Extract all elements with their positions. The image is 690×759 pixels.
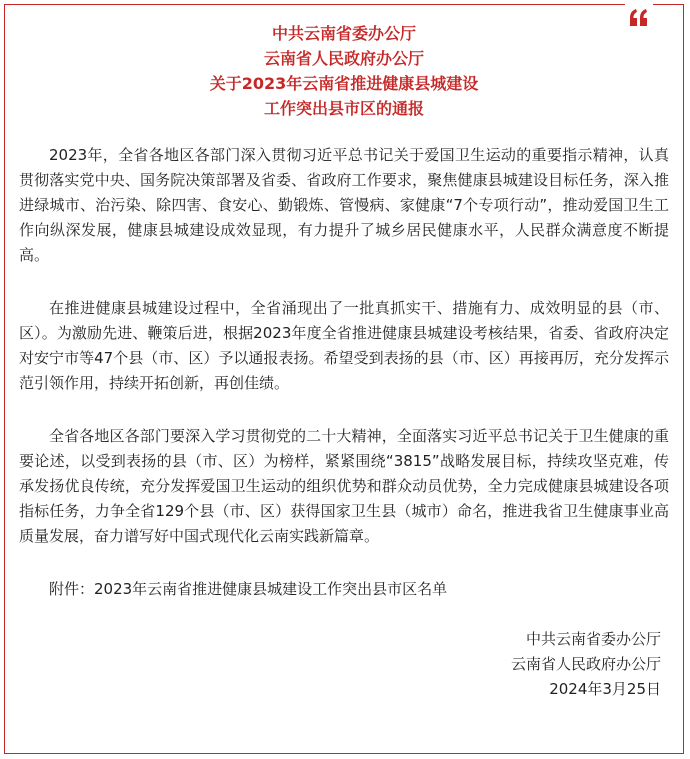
issuer-government-office: 云南省人民政府办公厅: [263, 49, 424, 68]
signature-block: [19, 627, 661, 702]
attachment-note: 附件：2023年云南省推进健康县城建设工作突出县市区名单: [49, 580, 448, 598]
document-title-line-1: 关于2023年云南省推进健康县城建设: [209, 74, 479, 93]
signature-date: 2024年3月25日: [549, 680, 661, 698]
document-content: [19, 21, 669, 741]
document-frame: [4, 4, 684, 754]
body-paragraph-1: 2023年，全省各地区各部门深入贯彻习近平总书记关于爱国卫生运动的重要指示精神，认真贯彻落实党中央、国务院决策部署及省委、省政府工作要求，聚焦健康县城建设目标任务，深入推进绿城市、治污染、除四害、食安心、勤锻炼、管慢病、家健康“7个专项行动”，推动爱国卫生工作向纵深发展，健康县城建设成效显现，有力提升了城乡居民健康水平，人民群众满意度不断提高。: [19, 146, 669, 264]
body-paragraph-2: 在推进健康县城建设过程中，全省涌现出了一批真抓实干、措施有力、成效明显的县（市、区）。为激励先进、鞭策后进，根据2023年度全省推进健康县城建设考核结果，省委、省政府决定对安宁市等47个县（市、区）予以通报表扬。希望受到表扬的县（市、区）再接再厉，充分发挥示范引领作用，持续开拓创新，再创佳绩。: [19, 299, 669, 392]
document-header: [19, 21, 669, 121]
document-title-line-2: 工作突出县市区的通报: [263, 99, 424, 118]
body-paragraph-3: 全省各地区各部门要深入学习贯彻党的二十大精神，全面落实习近平总书记关于卫生健康的重要论述，以受到表扬的县（市、区）为榜样，紧紧围绕“3815”战略发展目标，持续攻坚克难，传承发扬优良传统，充分发挥爱国卫生运动的组织优势和群众动员优势，全力完成健康县城建设各项指标任务，力争全省129个县（市、区）获得国家卫生县（城市）命名，推进我省卫生健康事业高质量发展，奋力谱写好中国式现代化云南实践新篇章。: [19, 427, 669, 545]
signature-org-2: 云南省人民政府办公厅: [510, 655, 661, 673]
issuer-party-office: 中共云南省委办公厅: [271, 24, 416, 43]
signature-org-1: 中共云南省委办公厅: [525, 630, 661, 648]
